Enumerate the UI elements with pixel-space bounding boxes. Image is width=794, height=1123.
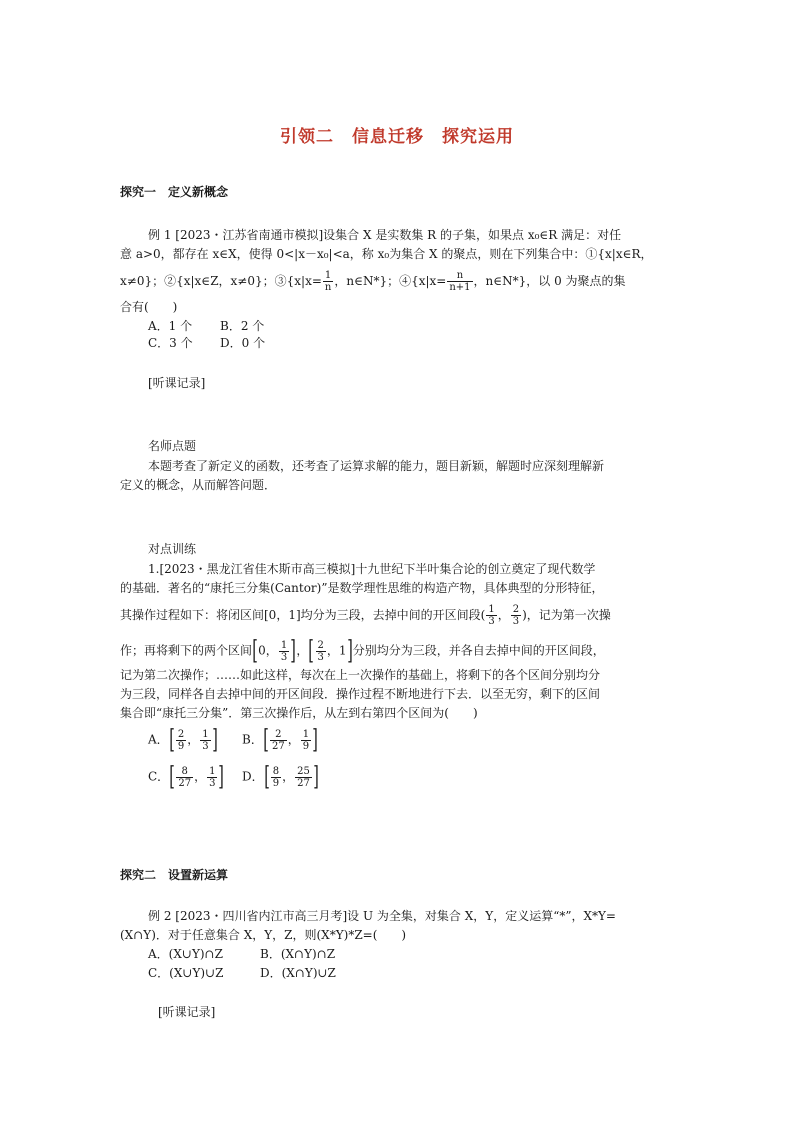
fraction: [176, 729, 186, 752]
left-bracket: [: [168, 725, 175, 755]
fraction: [176, 766, 193, 789]
frac-den: 27: [271, 740, 285, 752]
separator: ，: [497, 608, 510, 622]
section1-heading: 探究一 定义新概念: [120, 185, 229, 199]
left-bracket: [: [263, 762, 270, 792]
fraction-2-3: [511, 604, 521, 627]
q1-line4: [120, 638, 605, 664]
q1-line4-part-b: 分别均分为三段，并各自去掉中间的开区间段，: [352, 643, 605, 658]
q1-line4-part-a: 作；再将剩下的两个区间: [120, 643, 253, 658]
left-bracket: [: [252, 636, 258, 666]
frac-num: 1: [202, 728, 209, 740]
option-label: A．: [148, 732, 169, 747]
ex2-options-row1: [148, 945, 335, 964]
frac-den: 9: [302, 740, 310, 752]
fraction-1-3: [486, 604, 496, 627]
q1-option-b: [242, 727, 318, 753]
interval1-start: 0，: [258, 643, 278, 658]
ex2-option-b: B．(X∩Y)∩Z: [260, 947, 336, 961]
q1-option-d: [242, 764, 319, 790]
frac-den: 3: [488, 616, 495, 627]
ex1-line3-part-b: ，n∈N*}；④{x|x=: [334, 274, 447, 288]
listen-record-label-1: [听课记录]: [148, 376, 206, 390]
frac-den: 27: [178, 777, 192, 789]
right-bracket: ]: [313, 762, 319, 792]
q1-line3: [120, 604, 611, 627]
frac-num: 25: [297, 765, 310, 777]
fraction-2-3: [316, 640, 326, 663]
fraction: [270, 729, 287, 752]
separator: ，: [296, 643, 309, 658]
page-title: 引领二 信息迁移 探究运用: [280, 127, 514, 147]
frac-num: 2: [317, 639, 324, 651]
frac-num: 8: [176, 766, 193, 778]
ex2-options-row2: [148, 964, 336, 983]
q1-line3-part-b: )，记为第一次操: [522, 608, 611, 622]
ex1-option-b: B．2 个: [220, 319, 265, 333]
ex2-option-d: D．(X∩Y)∪Z: [260, 966, 336, 980]
right-bracket: ]: [218, 762, 225, 792]
separator: ，: [282, 769, 295, 784]
q1-option-a: [148, 727, 242, 753]
right-bracket: ]: [312, 725, 318, 755]
frac-num: 2: [177, 728, 185, 740]
separator: ，: [287, 732, 300, 747]
frac-den: 3: [280, 651, 288, 663]
fraction-1-3: [279, 640, 289, 663]
tip-title: 名师点题: [148, 439, 197, 453]
ex1-line2: 意 a>0，都存在 x∈X，使得 0<|x－x₀|<a，称 x₀为集合 X 的聚点，则在下列集合中：①{x|x∈R，: [120, 247, 653, 261]
left-bracket: [: [308, 636, 315, 666]
q1-line1: 1.[2023・黑龙江省佳木斯市高三模拟]十九世纪下半叶集合论的创立奠定了现代数学: [148, 562, 596, 576]
frac-num: 1: [302, 728, 310, 740]
practice-title: 对点训练: [148, 542, 197, 556]
listen-record-label-2: [听课记录]: [158, 1005, 216, 1019]
frac-den: 9: [272, 777, 280, 789]
ex2-line1: 例 2 [2023・四川省内江市高三月考]设 U 为全集，对集合 X，Y，定义运算“*”，X*Y=: [148, 909, 616, 923]
right-bracket: ]: [290, 636, 297, 666]
frac-den: 3: [209, 777, 216, 789]
ex2-option-a: A．(X∪Y)∩Z: [148, 947, 223, 961]
frac-den: n+1: [449, 282, 471, 293]
frac-den: n: [324, 282, 332, 293]
section2-heading: 探究二 设置新运算: [120, 868, 229, 882]
q1-line3-part-a: 其操作过程如下：将闭区间[0，1]均分为三段，去掉中间的开区间段(: [120, 608, 486, 622]
fraction: [200, 729, 210, 752]
ex1-line1: 例 1 [2023・江苏省南通市模拟]设集合 X 是实数集 R 的子集，如果点 x₀∈R 满足：对任: [148, 228, 622, 242]
ex1-option-a: A．1 个: [148, 319, 193, 333]
option-label: D．: [242, 769, 264, 784]
frac-num: 2: [512, 604, 520, 615]
ex1-line3-part-c: ，n∈N*}，以 0 为聚点的集: [473, 274, 626, 288]
frac-den: 3: [202, 740, 209, 752]
frac-num: n: [447, 270, 472, 282]
frac-den: 3: [512, 616, 520, 627]
tip-line1: 本题考查了新定义的函数，还考查了运算求解的能力，题目新颖，解题时应深刻理解新: [148, 459, 605, 473]
frac-num: 1: [209, 765, 216, 777]
option-label: C．: [148, 769, 170, 784]
ex1-option-d: D．0 个: [220, 336, 266, 350]
fraction: [207, 766, 217, 789]
tip-line2: 定义的概念，从而解答问题．: [120, 478, 277, 492]
fraction-1-over-n: [323, 270, 333, 293]
fraction: [301, 729, 311, 752]
q1-option-c: [148, 764, 242, 790]
q1-options-row2: [148, 764, 319, 790]
separator: ，: [187, 732, 200, 747]
frac-den: 27: [297, 777, 310, 789]
ex2-line2: (X∩Y)．对于任意集合 X，Y，Z，则(X*Y)*Z=( ): [120, 928, 407, 942]
left-bracket: [: [169, 762, 176, 792]
fraction: [295, 766, 312, 789]
separator: ，: [194, 769, 207, 784]
frac-num: 1: [488, 604, 495, 615]
frac-num: 1: [323, 270, 333, 282]
q1-options-row1: [148, 727, 318, 753]
ex1-options-row2: [148, 334, 265, 353]
frac-num: 1: [280, 639, 288, 651]
q1-line6: 为三段，同样各自去掉中间的开区间段．操作过程不断地进行下去．以至无穷，剩下的区间: [120, 687, 601, 701]
ex1-line4: 合有( ): [120, 300, 178, 314]
ex1-line3: [120, 270, 626, 293]
ex1-line3-part-a: x≠0}；②{x|x∈Z，x≠0}；③{x|x=: [120, 274, 322, 288]
right-bracket: ]: [211, 725, 218, 755]
ex1-option-c: C．3 个: [148, 336, 193, 350]
ex2-option-c: C．(X∪Y)∪Z: [148, 966, 224, 980]
frac-den: 3: [317, 651, 324, 663]
q1-line2: 的基础．著名的“康托三分集(Cantor)”是数学理性思维的构造产物，具体典型的分形特征，: [120, 581, 604, 595]
frac-num: 8: [272, 765, 280, 777]
q1-line7: 集合即“康托三分集”．第三次操作后，从左到右第四个区间为( ): [120, 706, 478, 720]
option-label: B．: [242, 732, 263, 747]
fraction: [271, 766, 281, 789]
interval2-end: ，1: [326, 643, 347, 658]
q1-line5: 记为第二次操作；……如此这样，每次在上一次操作的基础上，将剩下的各个区间分别均分: [120, 668, 601, 682]
right-bracket: ]: [346, 636, 353, 666]
left-bracket: [: [263, 725, 269, 755]
frac-num: 2: [270, 729, 287, 741]
frac-den: 9: [177, 740, 185, 752]
fraction-n-over-n1: [447, 270, 472, 293]
